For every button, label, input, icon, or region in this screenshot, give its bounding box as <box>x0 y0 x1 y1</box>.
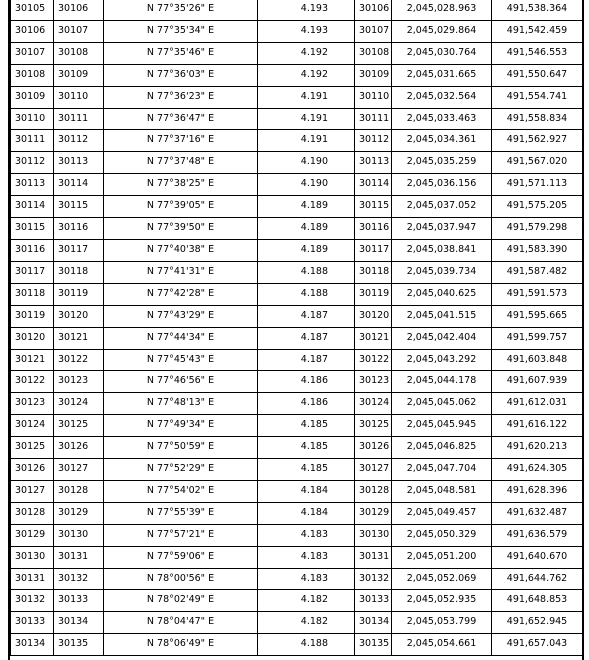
from-point-cell: 30115 <box>11 218 54 240</box>
easting-cell: 491,640.670 <box>492 546 583 568</box>
northing-cell: 2,045,033.463 <box>392 108 492 130</box>
table-row <box>11 590 583 612</box>
distance-cell: 4.188 <box>258 261 355 283</box>
to-point-cell: 30119 <box>54 283 104 305</box>
point-cell: 30118 <box>355 261 392 283</box>
coordinate-table-page <box>8 0 584 660</box>
from-point-cell: 30129 <box>11 524 54 546</box>
northing-cell: 2,045,028.963 <box>392 0 492 20</box>
to-point-cell: 30123 <box>54 371 104 393</box>
northing-cell: 2,045,030.764 <box>392 42 492 64</box>
from-point-cell: 30118 <box>11 283 54 305</box>
northing-cell: 2,045,032.564 <box>392 86 492 108</box>
easting-cell: 491,644.762 <box>492 568 583 590</box>
point-cell: 30132 <box>355 568 392 590</box>
distance-cell: 4.184 <box>258 502 355 524</box>
point-cell: 30108 <box>355 42 392 64</box>
to-point-cell: 30131 <box>54 546 104 568</box>
point-cell: 30122 <box>355 349 392 371</box>
table-row <box>11 612 583 634</box>
to-point-cell: 30130 <box>54 524 104 546</box>
table-row <box>11 64 583 86</box>
table-row <box>11 283 583 305</box>
from-point-cell: 30130 <box>11 546 54 568</box>
bearing-cell: N 77°57'21" E <box>104 524 258 546</box>
to-point-cell: 30116 <box>54 218 104 240</box>
distance-cell: 4.192 <box>258 64 355 86</box>
to-point-cell: 30112 <box>54 130 104 152</box>
from-point-cell: 30106 <box>11 20 54 42</box>
bearing-cell: N 77°36'23" E <box>104 86 258 108</box>
point-cell: 30116 <box>355 218 392 240</box>
distance-cell: 4.188 <box>258 283 355 305</box>
point-cell: 30111 <box>355 108 392 130</box>
to-point-cell: 30120 <box>54 305 104 327</box>
easting-cell: 491,648.853 <box>492 590 583 612</box>
bearing-cell: N 78°02'49" E <box>104 590 258 612</box>
table-row <box>11 568 583 590</box>
distance-cell: 4.191 <box>258 86 355 108</box>
table-row <box>11 349 583 371</box>
point-cell: 30109 <box>355 64 392 86</box>
table-row <box>11 393 583 415</box>
bearing-cell: N 77°55'39" E <box>104 502 258 524</box>
to-point-cell: 30124 <box>54 393 104 415</box>
bearing-cell: N 77°36'47" E <box>104 108 258 130</box>
northing-cell: 2,045,037.947 <box>392 218 492 240</box>
bearing-cell: N 77°37'48" E <box>104 152 258 174</box>
easting-cell: 491,620.213 <box>492 437 583 459</box>
to-point-cell: 30110 <box>54 86 104 108</box>
from-point-cell: 30123 <box>11 393 54 415</box>
to-point-cell: 30121 <box>54 327 104 349</box>
bearing-cell: N 77°37'16" E <box>104 130 258 152</box>
easting-cell: 491,616.122 <box>492 415 583 437</box>
easting-cell: 491,538.364 <box>492 0 583 20</box>
easting-cell: 491,636.579 <box>492 524 583 546</box>
easting-cell: 491,558.834 <box>492 108 583 130</box>
point-cell: 30115 <box>355 196 392 218</box>
point-cell: 30130 <box>355 524 392 546</box>
point-cell: 30135 <box>355 634 392 656</box>
point-cell: 30113 <box>355 152 392 174</box>
table-row <box>11 437 583 459</box>
northing-cell: 2,045,054.661 <box>392 634 492 656</box>
bearing-cell: N 77°46'56" E <box>104 371 258 393</box>
to-point-cell: 30134 <box>54 612 104 634</box>
bearing-cell: N 77°35'34" E <box>104 20 258 42</box>
table-row <box>11 305 583 327</box>
to-point-cell: 30132 <box>54 568 104 590</box>
distance-cell: 4.187 <box>258 349 355 371</box>
northing-cell: 2,045,051.200 <box>392 546 492 568</box>
table-row <box>11 415 583 437</box>
to-point-cell: 30135 <box>54 634 104 656</box>
distance-cell: 4.186 <box>258 393 355 415</box>
point-cell: 30124 <box>355 393 392 415</box>
easting-cell: 491,591.573 <box>492 283 583 305</box>
distance-cell: 4.191 <box>258 108 355 130</box>
bearing-cell: N 77°41'31" E <box>104 261 258 283</box>
easting-cell: 491,579.298 <box>492 218 583 240</box>
to-point-cell: 30106 <box>54 0 104 20</box>
northing-cell: 2,045,045.945 <box>392 415 492 437</box>
table-row <box>11 108 583 130</box>
bearing-cell: N 77°49'34" E <box>104 415 258 437</box>
distance-cell: 4.183 <box>258 524 355 546</box>
table-row <box>11 86 583 108</box>
point-cell: 30106 <box>355 0 392 20</box>
easting-cell: 491,583.390 <box>492 239 583 261</box>
northing-cell: 2,045,052.935 <box>392 590 492 612</box>
distance-cell: 4.189 <box>258 196 355 218</box>
northing-cell: 2,045,052.069 <box>392 568 492 590</box>
table-row <box>11 371 583 393</box>
bearing-cell: N 78°04'47" E <box>104 612 258 634</box>
from-point-cell: 30117 <box>11 261 54 283</box>
from-point-cell: 30107 <box>11 42 54 64</box>
northing-cell: 2,045,045.062 <box>392 393 492 415</box>
point-cell: 30134 <box>355 612 392 634</box>
distance-cell: 4.189 <box>258 239 355 261</box>
from-point-cell: 30109 <box>11 86 54 108</box>
distance-cell: 4.183 <box>258 546 355 568</box>
table-row <box>11 42 583 64</box>
easting-cell: 491,657.043 <box>492 634 583 656</box>
easting-cell: 491,542.459 <box>492 20 583 42</box>
to-point-cell: 30113 <box>54 152 104 174</box>
easting-cell: 491,603.848 <box>492 349 583 371</box>
from-point-cell: 30111 <box>11 130 54 152</box>
easting-cell: 491,595.665 <box>492 305 583 327</box>
to-point-cell: 30126 <box>54 437 104 459</box>
bearing-cell: N 77°52'29" E <box>104 459 258 481</box>
table-row <box>11 634 583 656</box>
from-point-cell: 30113 <box>11 174 54 196</box>
point-cell: 30129 <box>355 502 392 524</box>
point-cell: 30107 <box>355 20 392 42</box>
to-point-cell: 30117 <box>54 239 104 261</box>
to-point-cell: 30127 <box>54 459 104 481</box>
from-point-cell: 30122 <box>11 371 54 393</box>
northing-cell: 2,045,037.052 <box>392 196 492 218</box>
distance-cell: 4.184 <box>258 480 355 502</box>
northing-cell: 2,045,039.734 <box>392 261 492 283</box>
northing-cell: 2,045,049.457 <box>392 502 492 524</box>
bearing-cell: N 78°06'49" E <box>104 634 258 656</box>
to-point-cell: 30108 <box>54 42 104 64</box>
table-row <box>11 480 583 502</box>
table-row <box>11 174 583 196</box>
bearing-cell: N 77°35'26" E <box>104 0 258 20</box>
from-point-cell: 30105 <box>11 0 54 20</box>
distance-cell: 4.191 <box>258 130 355 152</box>
northing-cell: 2,045,029.864 <box>392 20 492 42</box>
to-point-cell: 30133 <box>54 590 104 612</box>
northing-cell: 2,045,042.404 <box>392 327 492 349</box>
from-point-cell: 30114 <box>11 196 54 218</box>
distance-cell: 4.193 <box>258 0 355 20</box>
point-cell: 30110 <box>355 86 392 108</box>
table-row <box>11 239 583 261</box>
easting-cell: 491,599.757 <box>492 327 583 349</box>
coordinate-table <box>10 0 583 656</box>
to-point-cell: 30122 <box>54 349 104 371</box>
easting-cell: 491,550.647 <box>492 64 583 86</box>
bearing-cell: N 77°50'59" E <box>104 437 258 459</box>
point-cell: 30128 <box>355 480 392 502</box>
northing-cell: 2,045,043.292 <box>392 349 492 371</box>
northing-cell: 2,045,048.581 <box>392 480 492 502</box>
point-cell: 30126 <box>355 437 392 459</box>
easting-cell: 491,652.945 <box>492 612 583 634</box>
distance-cell: 4.182 <box>258 612 355 634</box>
bearing-cell: N 77°42'28" E <box>104 283 258 305</box>
point-cell: 30121 <box>355 327 392 349</box>
to-point-cell: 30109 <box>54 64 104 86</box>
northing-cell: 2,045,038.841 <box>392 239 492 261</box>
bearing-cell: N 77°38'25" E <box>104 174 258 196</box>
bearing-cell: N 77°39'05" E <box>104 196 258 218</box>
point-cell: 30123 <box>355 371 392 393</box>
distance-cell: 4.186 <box>258 371 355 393</box>
point-cell: 30131 <box>355 546 392 568</box>
coordinate-table-body <box>11 0 583 656</box>
northing-cell: 2,045,053.799 <box>392 612 492 634</box>
from-point-cell: 30108 <box>11 64 54 86</box>
table-row <box>11 20 583 42</box>
from-point-cell: 30120 <box>11 327 54 349</box>
table-row <box>11 261 583 283</box>
easting-cell: 491,624.305 <box>492 459 583 481</box>
from-point-cell: 30131 <box>11 568 54 590</box>
table-row <box>11 459 583 481</box>
distance-cell: 4.190 <box>258 152 355 174</box>
from-point-cell: 30128 <box>11 502 54 524</box>
distance-cell: 4.189 <box>258 218 355 240</box>
distance-cell: 4.185 <box>258 459 355 481</box>
table-row <box>11 130 583 152</box>
table-row <box>11 546 583 568</box>
table-row <box>11 0 583 20</box>
to-point-cell: 30128 <box>54 480 104 502</box>
easting-cell: 491,628.396 <box>492 480 583 502</box>
easting-cell: 491,575.205 <box>492 196 583 218</box>
distance-cell: 4.185 <box>258 415 355 437</box>
northing-cell: 2,045,047.704 <box>392 459 492 481</box>
northing-cell: 2,045,046.825 <box>392 437 492 459</box>
point-cell: 30114 <box>355 174 392 196</box>
distance-cell: 4.183 <box>258 568 355 590</box>
bearing-cell: N 77°54'02" E <box>104 480 258 502</box>
table-row <box>11 152 583 174</box>
to-point-cell: 30114 <box>54 174 104 196</box>
from-point-cell: 30112 <box>11 152 54 174</box>
distance-cell: 4.193 <box>258 20 355 42</box>
point-cell: 30119 <box>355 283 392 305</box>
northing-cell: 2,045,044.178 <box>392 371 492 393</box>
northing-cell: 2,045,034.361 <box>392 130 492 152</box>
easting-cell: 491,546.553 <box>492 42 583 64</box>
easting-cell: 491,571.113 <box>492 174 583 196</box>
point-cell: 30117 <box>355 239 392 261</box>
bearing-cell: N 77°59'06" E <box>104 546 258 568</box>
from-point-cell: 30134 <box>11 634 54 656</box>
from-point-cell: 30124 <box>11 415 54 437</box>
distance-cell: 4.190 <box>258 174 355 196</box>
bearing-cell: N 77°36'03" E <box>104 64 258 86</box>
to-point-cell: 30111 <box>54 108 104 130</box>
to-point-cell: 30129 <box>54 502 104 524</box>
easting-cell: 491,612.031 <box>492 393 583 415</box>
distance-cell: 4.187 <box>258 327 355 349</box>
from-point-cell: 30132 <box>11 590 54 612</box>
distance-cell: 4.182 <box>258 590 355 612</box>
easting-cell: 491,632.487 <box>492 502 583 524</box>
distance-cell: 4.187 <box>258 305 355 327</box>
northing-cell: 2,045,031.665 <box>392 64 492 86</box>
easting-cell: 491,587.482 <box>492 261 583 283</box>
bearing-cell: N 78°00'56" E <box>104 568 258 590</box>
northing-cell: 2,045,035.259 <box>392 152 492 174</box>
table-row <box>11 218 583 240</box>
easting-cell: 491,567.020 <box>492 152 583 174</box>
bearing-cell: N 77°35'46" E <box>104 42 258 64</box>
bearing-cell: N 77°39'50" E <box>104 218 258 240</box>
point-cell: 30120 <box>355 305 392 327</box>
from-point-cell: 30126 <box>11 459 54 481</box>
from-point-cell: 30133 <box>11 612 54 634</box>
table-row <box>11 196 583 218</box>
bearing-cell: N 77°48'13" E <box>104 393 258 415</box>
from-point-cell: 30127 <box>11 480 54 502</box>
to-point-cell: 30107 <box>54 20 104 42</box>
northing-cell: 2,045,041.515 <box>392 305 492 327</box>
easting-cell: 491,562.927 <box>492 130 583 152</box>
distance-cell: 4.185 <box>258 437 355 459</box>
table-row <box>11 502 583 524</box>
northing-cell: 2,045,040.625 <box>392 283 492 305</box>
point-cell: 30133 <box>355 590 392 612</box>
bearing-cell: N 77°44'34" E <box>104 327 258 349</box>
point-cell: 30125 <box>355 415 392 437</box>
from-point-cell: 30121 <box>11 349 54 371</box>
table-row <box>11 327 583 349</box>
table-row <box>11 524 583 546</box>
from-point-cell: 30116 <box>11 239 54 261</box>
to-point-cell: 30118 <box>54 261 104 283</box>
distance-cell: 4.188 <box>258 634 355 656</box>
bearing-cell: N 77°40'38" E <box>104 239 258 261</box>
bearing-cell: N 77°45'43" E <box>104 349 258 371</box>
to-point-cell: 30115 <box>54 196 104 218</box>
easting-cell: 491,607.939 <box>492 371 583 393</box>
from-point-cell: 30119 <box>11 305 54 327</box>
bearing-cell: N 77°43'29" E <box>104 305 258 327</box>
northing-cell: 2,045,050.329 <box>392 524 492 546</box>
from-point-cell: 30125 <box>11 437 54 459</box>
point-cell: 30127 <box>355 459 392 481</box>
point-cell: 30112 <box>355 130 392 152</box>
northing-cell: 2,045,036.156 <box>392 174 492 196</box>
to-point-cell: 30125 <box>54 415 104 437</box>
from-point-cell: 30110 <box>11 108 54 130</box>
distance-cell: 4.192 <box>258 42 355 64</box>
easting-cell: 491,554.741 <box>492 86 583 108</box>
